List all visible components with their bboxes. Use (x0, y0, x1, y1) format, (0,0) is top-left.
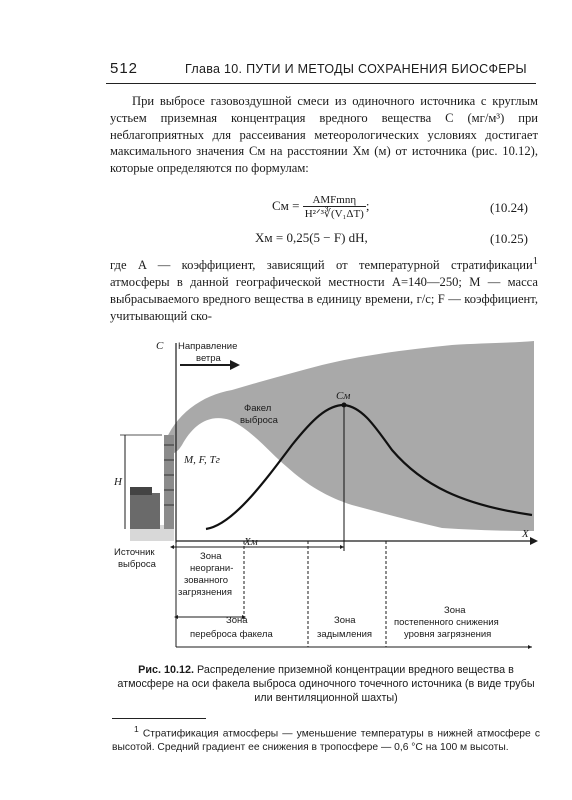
axis-x-label: X (522, 528, 529, 540)
zone3-line-1: Зона (334, 615, 356, 626)
zone4-line-2: постепенного снижения (394, 617, 499, 628)
xm-label: Xм (244, 536, 258, 548)
factory-roof (130, 487, 152, 495)
figure-10-12 (112, 335, 542, 655)
page-number: 512 (110, 60, 139, 77)
formula-cm-fraction (303, 194, 366, 220)
zone2-line-2: переброса факела (190, 629, 273, 640)
zone3-line-2: задымления (317, 629, 373, 640)
cmax-label: Cм (336, 390, 351, 402)
params-label: M, F, Tг (184, 454, 220, 466)
source-label-2: выброса (118, 559, 156, 570)
paragraph-intro (110, 93, 538, 177)
axis-c-label: C (156, 340, 164, 352)
footnote-text: Стратификация атмосферы — уменьшение температуры в нижней атмосфере с высотой. Средний градиент ее снижения в тропосфере — 0,6 °С на 100 м высоты. (112, 728, 540, 754)
peak-point (342, 403, 347, 408)
definitions-part1: где A — коэффициент, зависящий от температурной стратификации (110, 258, 533, 273)
wind-label-1: Направление (178, 341, 238, 352)
zone1-line-1: Зона (200, 551, 222, 562)
zone4-line-1: Зона (444, 605, 466, 616)
footnote-marker: 1 (134, 724, 139, 734)
zone2-line-1: Зона (226, 615, 248, 626)
header-rule (106, 83, 536, 84)
formula-cm (272, 194, 369, 220)
figure-caption (112, 663, 540, 705)
zone4-line-3: уровня загрязнения (404, 629, 492, 640)
chimney (164, 435, 174, 529)
chapter-title: Глава 10. ПУТИ И МЕТОДЫ СОХРАНЕНИЯ БИОСФЕРЫ (185, 62, 527, 76)
footnote (112, 722, 540, 755)
paragraph-definitions-text (110, 254, 538, 324)
formula-xm: Xм = 0,25(5 − F) dH, (255, 230, 368, 245)
factory-building (130, 493, 160, 529)
equation-number-1025: (10.25) (490, 231, 528, 246)
concentration-diagram (112, 335, 542, 655)
plume-label-2: выброса (240, 415, 278, 426)
zone1-line-4: загрязнения (178, 587, 233, 598)
formula-cm-lhs: Cм = (272, 197, 300, 213)
formula-cm-denominator: H²ᐟ³∛(V₁ΔT) (304, 208, 364, 220)
source-label-1: Источник (114, 547, 155, 558)
paragraph-definitions (110, 254, 538, 324)
caption-text: Распределение приземной концентрации вредного вещества в атмосфере на оси факела выброса одиночного точечного источника (в виде трубы или вентиляционной шахты) (117, 664, 535, 704)
footnote-rule (112, 718, 206, 719)
plume-shape (164, 341, 534, 531)
x-axis-arrow (530, 537, 538, 545)
footnote-ref: 1 (532, 256, 538, 267)
caption-label: Рис. 10.12. (138, 664, 194, 676)
plume-label-1: Факел (244, 403, 272, 414)
formula-cm-numerator: AMFmnη (303, 194, 366, 207)
height-label: H (114, 476, 122, 488)
formula-cm-tail: ; (365, 197, 370, 213)
equation-number-1024: (10.24) (490, 200, 528, 215)
zone1-line-2: неоргани- (190, 563, 234, 574)
zone1-line-3: зованного (184, 575, 229, 586)
paragraph-intro-text: При выбросе газовоздушной смеси из одиночного источника с круглым устьем приземная концентрация вредного вещества C (мг/м³) при неблагоприятных для рассеивания метеорологических условиях достигает максимального значения Cм на расстоянии Xм (м) от источника (рис. 10.12), которые определяются по формулам: (110, 94, 538, 176)
definitions-part2: атмосферы в данной географической местности A=140—250; M — масса выбрасываемого вредного вещества в единицу времени, г/с; F — коэффициент, учитывающий ско- (110, 274, 538, 323)
wind-label-2: ветра (196, 353, 221, 364)
